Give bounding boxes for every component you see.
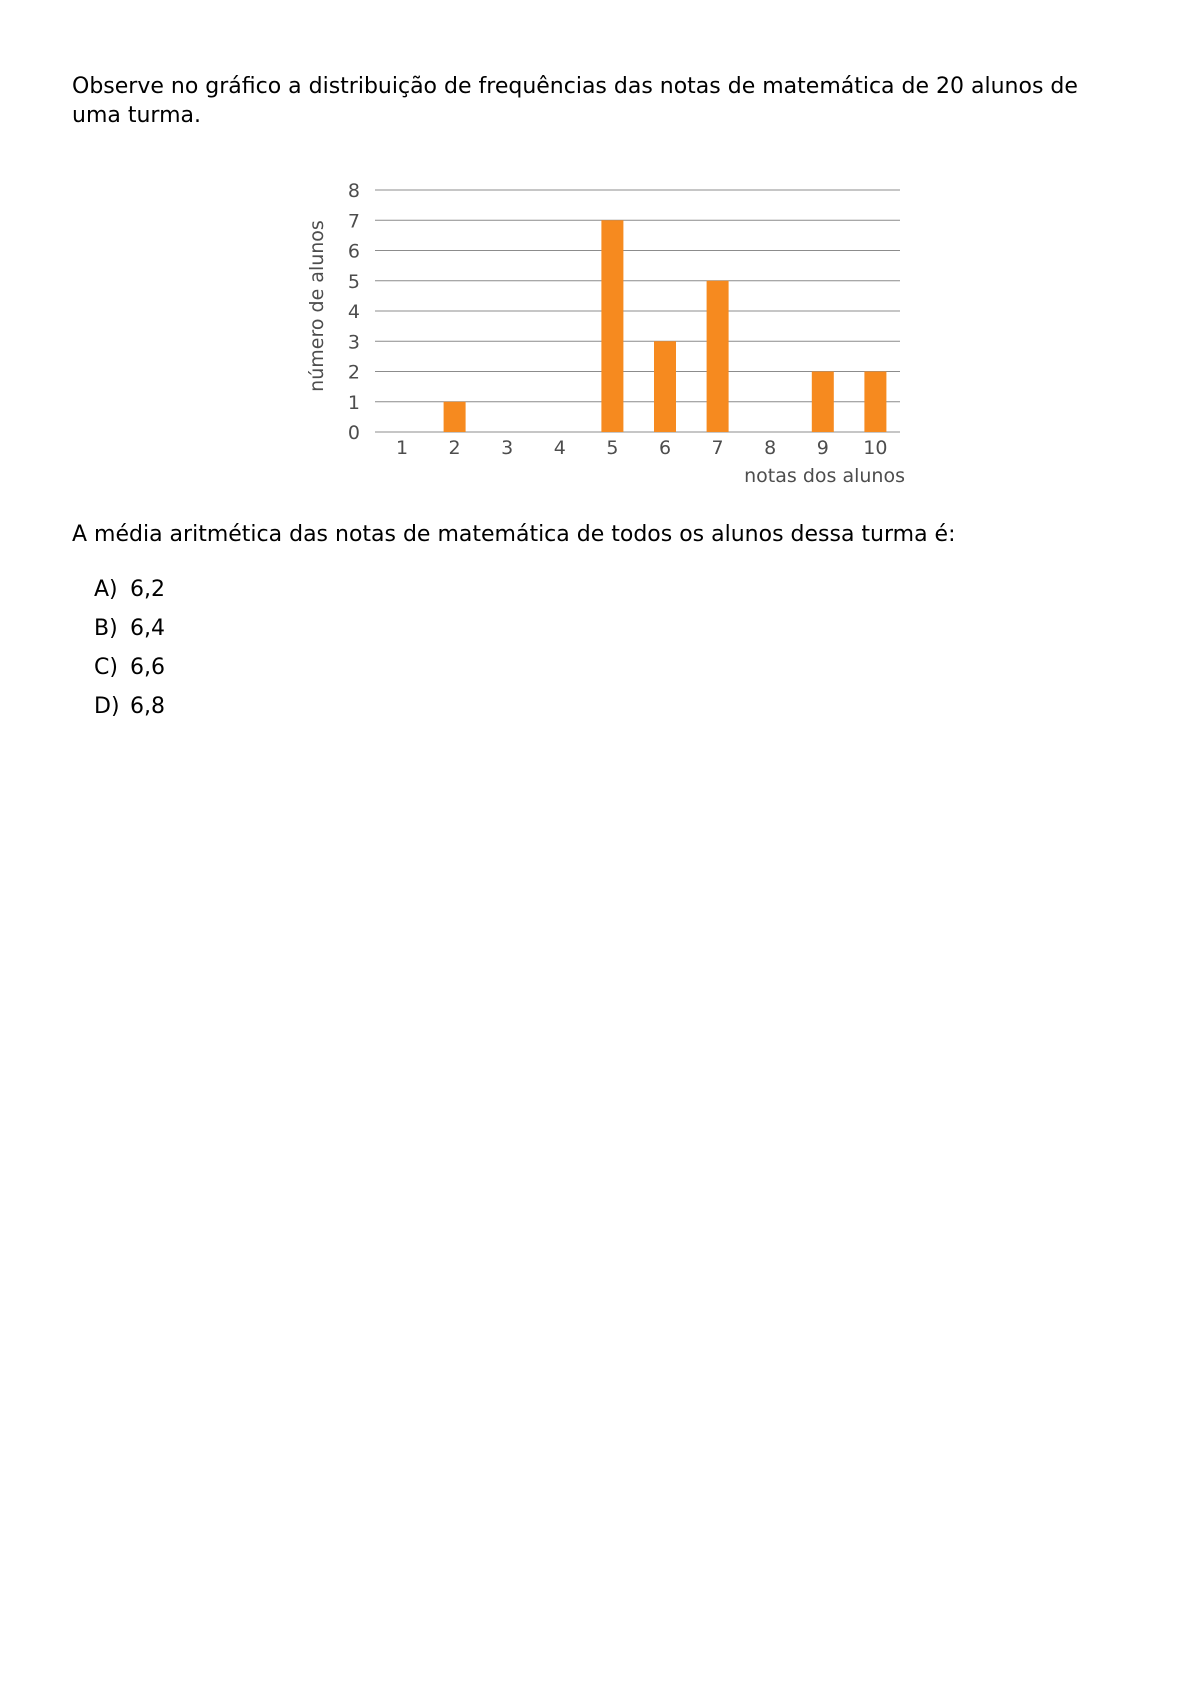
- option-letter: D): [94, 694, 120, 719]
- bar-9: [812, 372, 834, 433]
- y-tick-label: 1: [347, 391, 360, 414]
- bar-10: [864, 372, 886, 433]
- option-c[interactable]: [94, 653, 165, 692]
- x-tick-label: 5: [606, 437, 619, 459]
- option-a[interactable]: [94, 575, 165, 614]
- x-tick-label: 10: [863, 437, 888, 459]
- y-tick-labels: [348, 180, 360, 444]
- y-tick-label: 6: [347, 240, 360, 263]
- x-tick-label: 3: [501, 437, 514, 459]
- y-tick-label: 8: [347, 180, 360, 202]
- y-tick-label: 4: [347, 301, 360, 323]
- option-value: 6,2: [130, 577, 165, 602]
- option-letter: B): [94, 616, 118, 641]
- question-text: A média aritmética das notas de matemática de todos os alunos dessa turma é:: [72, 522, 956, 547]
- bar-7: [707, 281, 729, 432]
- bar-5: [601, 220, 623, 432]
- bar-6: [654, 341, 676, 432]
- y-axis-label: número de alunos: [306, 220, 328, 392]
- x-tick-label: 6: [658, 437, 672, 459]
- option-d[interactable]: [94, 692, 165, 731]
- x-tick-label: 2: [448, 437, 461, 459]
- x-tick-label: 8: [764, 437, 777, 459]
- x-tick-label: 9: [816, 437, 829, 459]
- option-letter: A): [94, 577, 118, 602]
- option-b[interactable]: [94, 614, 165, 653]
- y-tick-label: 0: [347, 422, 360, 444]
- option-letter: C): [94, 655, 118, 680]
- bars: [444, 220, 887, 432]
- y-tick-label: 7: [347, 210, 360, 233]
- option-value: 6,8: [130, 694, 165, 719]
- x-tick-labels: [396, 437, 888, 459]
- x-tick-label: 4: [553, 437, 566, 459]
- x-tick-label: 7: [711, 437, 724, 459]
- x-tick-label: 1: [395, 437, 409, 459]
- y-tick-label: 3: [347, 331, 360, 354]
- option-value: 6,6: [130, 655, 165, 680]
- intro-text: Observe no gráfico a distribuição de frequências das notas de matemática de 20 alunos de uma turma.: [72, 74, 1078, 128]
- answer-options: [94, 575, 165, 731]
- bar-chart: [300, 165, 920, 495]
- bar-2: [444, 402, 466, 432]
- y-tick-label: 5: [347, 270, 360, 293]
- y-tick-label: 2: [347, 361, 360, 384]
- x-axis-label: notas dos alunos: [744, 465, 905, 487]
- option-value: 6,4: [130, 616, 165, 641]
- bar-chart-svg: [300, 165, 920, 495]
